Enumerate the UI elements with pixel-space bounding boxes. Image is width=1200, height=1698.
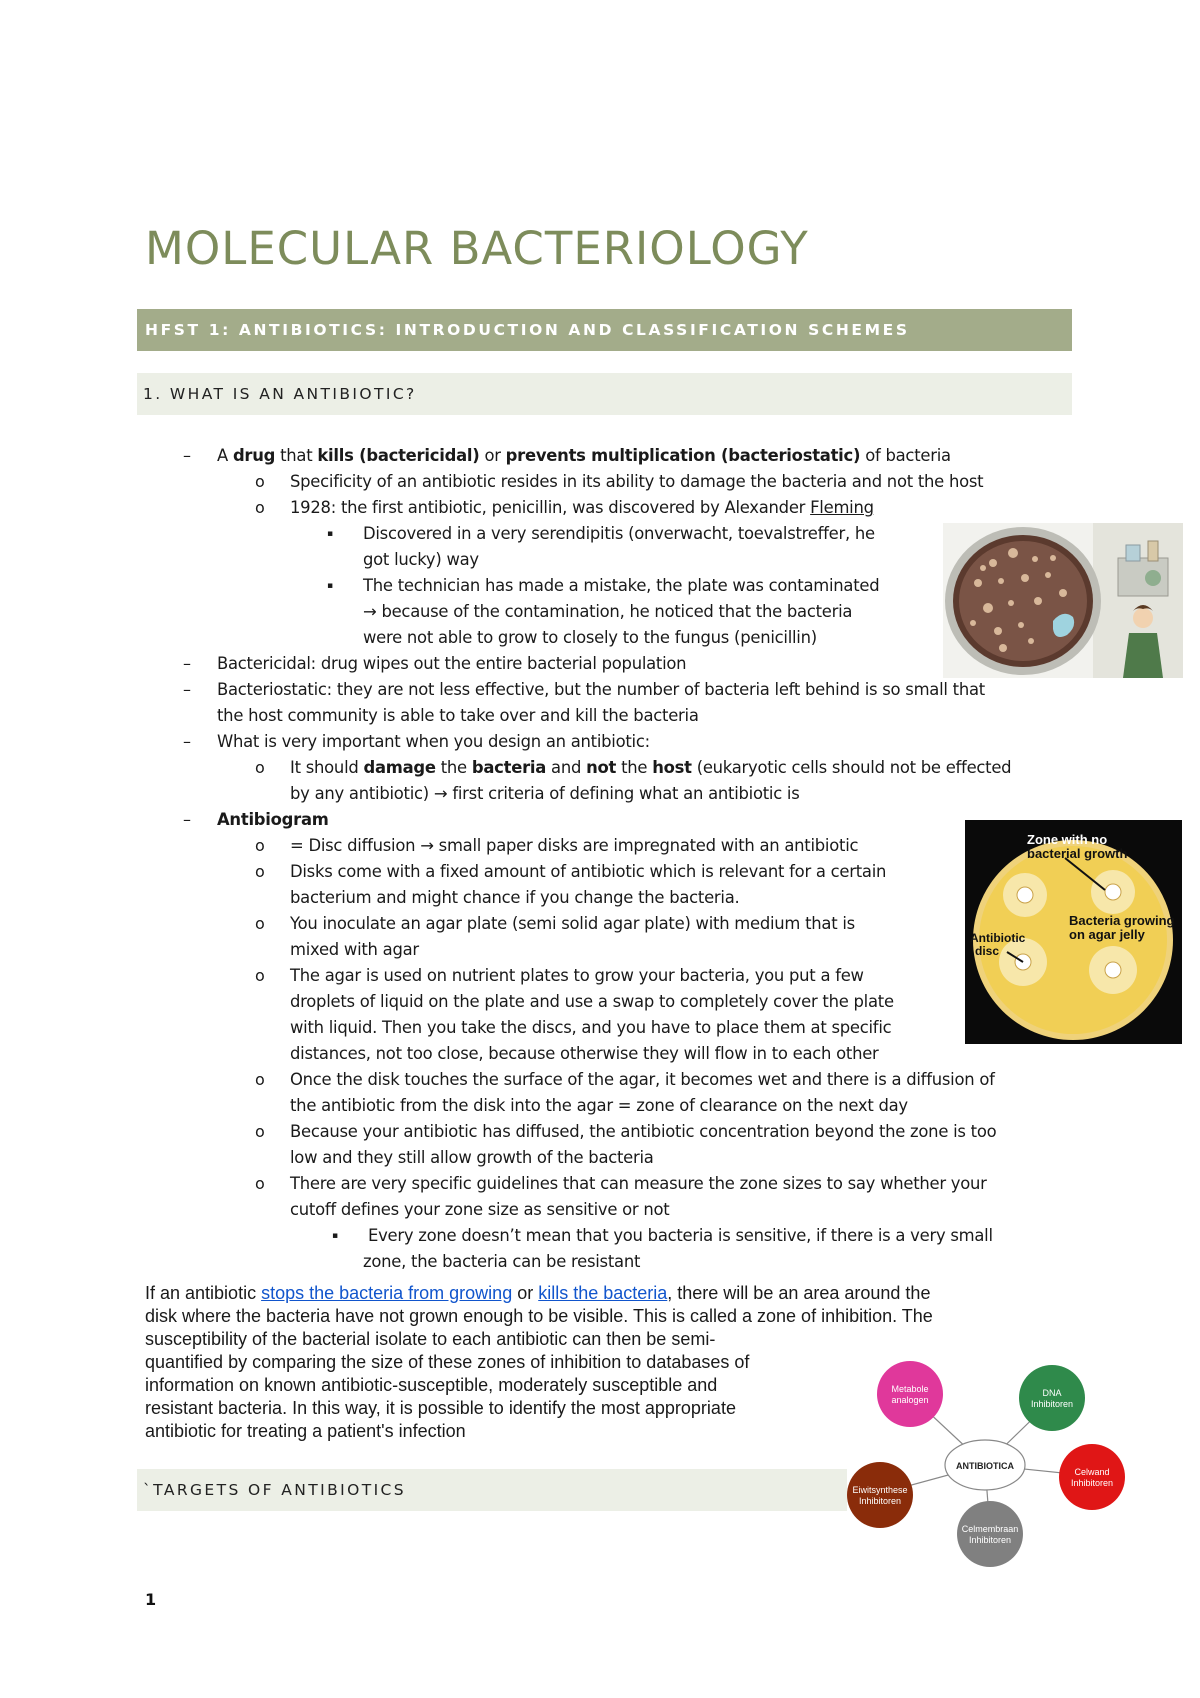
section-heading-band [137, 1469, 847, 1511]
list-item-continued: cutoff defines your zone size as sensitive or not [290, 1200, 670, 1219]
list-item-continued: were not able to grow to closely to the fungus (penicillin) [363, 628, 817, 647]
list-item-continued: with liquid. Then you take the discs, and you have to place them at specific [290, 1018, 892, 1037]
paragraph-line: disk where the bacteria have not grown enough to be visible. This is called a zone of inhibition. The [145, 1306, 933, 1326]
circle-marker: o [255, 498, 265, 517]
list-item-continued: got lucky) way [363, 550, 479, 569]
chapter-heading: HFST 1: ANTIBIOTICS: INTRODUCTION AND CLASSIFICATION SCHEMES [145, 321, 910, 339]
bacteria-label-line1: Bacteria growing [1069, 913, 1175, 928]
list-item-continued: droplets of liquid on the plate and use a swap to completely cover the plate [290, 992, 894, 1011]
node-metabolic-label-1: Metabole [891, 1384, 929, 1394]
node-metabolic-label-2: analogen [891, 1395, 929, 1405]
node-protein-label-2: Inhibitoren [858, 1496, 902, 1506]
list-item: Bacteriostatic: they are not less effective, but the number of bacteria left behind is so small that [217, 680, 985, 699]
square-marker: ▪ [332, 1231, 339, 1241]
dash-marker: – [183, 810, 191, 829]
disc-label-line1: Antibiotic [970, 931, 1026, 945]
list-item-continued: bacterium and might chance if you change the bacteria. [290, 888, 740, 907]
list-item-continued: the antibiotic from the disk into the agar = zone of clearance on the next day [290, 1096, 908, 1115]
dash-marker: – [183, 680, 191, 699]
section-heading-band [137, 373, 1072, 415]
paragraph-line: information on known antibiotic-susceptible, moderately susceptible and [145, 1375, 718, 1395]
stops-bacteria-link[interactable]: stops the bacteria from growing [261, 1283, 513, 1303]
node-protein-synthesis [847, 1462, 913, 1528]
list-item-continued: low and they still allow growth of the bacteria [290, 1148, 654, 1167]
node-protein-label-1: Eiwitsynthese [852, 1485, 908, 1495]
dash-marker: – [183, 732, 191, 751]
paragraph-line: If an antibiotic stops the bacteria from growing or kills the bacteria, there will be an area around the [145, 1283, 931, 1303]
section-heading: `TARGETS OF ANTIBIOTICS [143, 1481, 407, 1499]
list-item: It should damage the bacteria and not the host (eukaryotic cells should not be effected [290, 758, 1012, 777]
disc-label-line2: disc [975, 944, 1000, 958]
list-item-continued: distances, not too close, because otherwise they will flow in to each other [290, 1044, 879, 1063]
paragraph-line: quantified by comparing the size of these zones of inhibition to databases of [145, 1352, 750, 1372]
list-item: There are very specific guidelines that can measure the zone sizes to say whether your [290, 1174, 987, 1193]
document-title: MOLECULAR BACTERIOLOGY [145, 222, 809, 275]
node-cellwall [1059, 1444, 1125, 1510]
list-item: 1928: the first antibiotic, penicillin, was discovered by Alexander Fleming [290, 498, 874, 517]
circle-marker: o [255, 1174, 265, 1193]
paragraph-line: antibiotic for treating a patient's infection [145, 1421, 466, 1441]
kills-bacteria-link[interactable]: kills the bacteria [538, 1283, 668, 1303]
circle-marker: o [255, 472, 265, 491]
node-dna-label-1: DNA [1042, 1388, 1062, 1398]
circle-marker: o [255, 862, 265, 881]
list-item: You inoculate an agar plate (semi solid agar plate) with medium that is [290, 914, 855, 933]
list-item-continued: mixed with agar [290, 940, 419, 959]
list-item: Antibiogram [217, 810, 329, 829]
list-item: Every zone doesn’t mean that you bacteria is sensitive, if there is a very small [368, 1226, 993, 1245]
bacteria-label-line2: on agar jelly [1069, 927, 1145, 942]
center-node-label: ANTIBIOTICA [956, 1461, 1014, 1471]
list-item: Disks come with a fixed amount of antibiotic which is relevant for a certain [290, 862, 887, 881]
list-item: Once the disk touches the surface of the agar, it becomes wet and there is a diffusion of [290, 1070, 995, 1089]
node-cellwall-label-2: Inhibitoren [1070, 1478, 1114, 1488]
zone-label-line1: Zone with no [1027, 832, 1108, 847]
node-dna [1019, 1365, 1085, 1431]
dash-marker: – [183, 446, 191, 465]
circle-marker: o [255, 1070, 265, 1089]
circle-marker: o [255, 914, 265, 933]
node-dna-label-2: Inhibitoren [1030, 1399, 1074, 1409]
fleming-link: Fleming [810, 498, 874, 517]
paragraph-line: resistant bacteria. In this way, it is possible to identify the most appropriate [145, 1398, 736, 1418]
list-item: Specificity of an antibiotic resides in its ability to damage the bacteria and not the host [290, 472, 984, 491]
circle-marker: o [255, 966, 265, 985]
list-item-continued: → because of the contamination, he noticed that the bacteria [363, 602, 853, 621]
list-item: The agar is used on nutrient plates to grow your bacteria, you put a few [290, 966, 864, 985]
node-membrane-label-2: Inhibitoren [968, 1535, 1012, 1545]
page-number: 1 [145, 1590, 157, 1609]
section-heading: 1. WHAT IS AN ANTIBIOTIC? [143, 385, 417, 403]
node-metabolic [877, 1361, 943, 1427]
list-item-continued: the host community is able to take over and kill the bacteria [217, 706, 699, 725]
list-item: A drug that kills (bactericidal) or prevents multiplication (bacteriostatic) of bacteria [217, 446, 951, 465]
node-membrane-label-1: Celmembraan [961, 1524, 1019, 1534]
list-item-continued: by any antibiotic) → first criteria of defining what an antibiotic is [290, 784, 800, 803]
paragraph-line: susceptibility of the bacterial isolate to each antibiotic can then be semi- [145, 1329, 716, 1349]
list-item: What is very important when you design an antibiotic: [217, 732, 650, 751]
chapter-heading-band [137, 309, 1072, 351]
petri-dish-illustration [943, 523, 1183, 678]
circle-marker: o [255, 836, 265, 855]
list-item: Bactericidal: drug wipes out the entire bacterial population [217, 654, 687, 673]
list-item: The technician has made a mistake, the plate was contaminated [363, 576, 880, 595]
node-cellmembrane [957, 1501, 1023, 1567]
zone-label-line2: bacterial growth [1027, 846, 1128, 861]
antibiogram-plate-figure [965, 820, 1182, 1044]
list-item-continued: zone, the bacteria can be resistant [363, 1252, 641, 1271]
node-cellwall-label-1: Celwand [1074, 1467, 1110, 1477]
circle-marker: o [255, 758, 265, 777]
antibiotic-targets-diagram [840, 1350, 1130, 1570]
list-item: = Disc diffusion → small paper disks are impregnated with an antibiotic [290, 836, 859, 855]
square-marker: ▪ [327, 581, 334, 591]
list-item: Discovered in a very serendipitis (onverwacht, toevalstreffer, he [363, 524, 875, 543]
list-item: Because your antibiotic has diffused, the antibiotic concentration beyond the zone is too [290, 1122, 997, 1141]
dash-marker: – [183, 654, 191, 673]
square-marker: ▪ [327, 529, 334, 539]
circle-marker: o [255, 1122, 265, 1141]
